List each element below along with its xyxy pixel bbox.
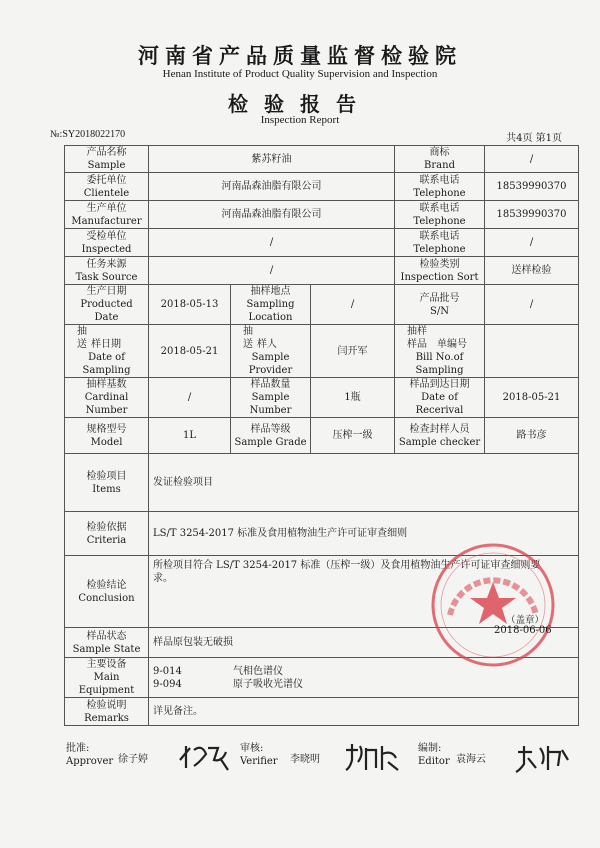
sampling-location-label: 抽样地点 Sampling Location	[231, 285, 311, 325]
model-label: 规格型号 Model	[65, 418, 149, 454]
table-row	[65, 698, 579, 726]
remarks-label: 检验说明 Remarks	[65, 698, 149, 726]
table-row	[65, 201, 579, 229]
bill-no-value	[485, 325, 579, 378]
telephone-label: 联系电话 Telephone	[395, 229, 485, 257]
task-source-value: /	[149, 257, 395, 285]
table-row	[65, 378, 579, 418]
sample-number-label: 样品数量 Sample Number	[231, 378, 311, 418]
table-row	[65, 285, 579, 325]
table-row	[65, 325, 579, 378]
table-row	[65, 229, 579, 257]
official-seal	[428, 540, 558, 670]
date-received-value: 2018-05-21	[485, 378, 579, 418]
telephone-label: 联系电话 Telephone	[395, 173, 485, 201]
remarks-value: 详见备注。	[149, 698, 579, 726]
items-label: 检验项目 Items	[65, 454, 149, 512]
inspected-value: /	[149, 229, 395, 257]
inspection-sort-label: 检验类别 Inspection Sort	[395, 257, 485, 285]
cardinal-number-label: 抽样基数 Cardinal Number	[65, 378, 149, 418]
sample-checker-label: 检查封样人员 Sample checker	[395, 418, 485, 454]
sampling-location-value: /	[311, 285, 395, 325]
equipment-name: 原子吸收光谱仪	[233, 678, 303, 690]
sample-number-value: 1瓶	[311, 378, 395, 418]
report-number: №:SY2018022170	[50, 129, 126, 140]
inspected-label: 受检单位 Inspected	[65, 229, 149, 257]
approver-name: 徐子婷	[118, 754, 148, 765]
table-row	[65, 454, 579, 512]
editor-signature	[514, 740, 570, 774]
brand-label: 商标 Brand	[395, 146, 485, 173]
produced-date-label: 生产日期 Producted Date	[65, 285, 149, 325]
table-row	[65, 257, 579, 285]
sample-state-label: 样品状态 Sample State	[65, 628, 149, 658]
sn-value: /	[485, 285, 579, 325]
inspection-sort-value: 送样检验	[485, 257, 579, 285]
telephone-value: 18539990370	[485, 173, 579, 201]
produced-date-value: 2018-05-13	[149, 285, 231, 325]
bill-no-label: 抽样 单编号 样品 Bill No.of Sampling	[395, 325, 485, 378]
stamp-note: （盖章）	[506, 615, 545, 626]
verifier-label: 审核: Verifier	[240, 743, 278, 767]
date-of-sampling-label: 抽 样日期 送 Date of Sampling	[65, 325, 149, 378]
sn-label: 产品批号 S/N	[395, 285, 485, 325]
telephone-value: 18539990370	[485, 201, 579, 229]
sample-provider-label: 抽 样人 送 Sample Provider	[231, 325, 311, 378]
criteria-value: LS/T 3254-2017 标准及食用植物油生产许可证审查细则	[149, 512, 579, 556]
table-row	[65, 418, 579, 454]
telephone-label: 联系电话 Telephone	[395, 201, 485, 229]
equipment-code: 9-014	[153, 665, 182, 677]
conclusion-label: 检验结论 Conclusion	[65, 556, 149, 628]
sample-state-value: 样品原包装无破损	[149, 628, 579, 658]
approver-signature	[176, 740, 236, 774]
institute-title-en: Henan Institute of Product Quality Supervision and Inspection	[162, 68, 438, 80]
model-value: 1L	[149, 418, 231, 454]
conclusion-value: 所检项目符合 LS/T 3254-2017 标准（压榨一级）及食用植物油生产许可证审查细则要求。	[149, 556, 579, 628]
verifier-signature	[342, 740, 402, 774]
page-count: 共4页 第1页	[506, 133, 562, 144]
equipment-code: 9-094	[153, 678, 182, 690]
date-received-label: 样品到达日期 Date of Recerival	[395, 378, 485, 418]
report-title-en: Inspection Report	[260, 114, 340, 126]
clientele-value: 河南晶森油脂有限公司	[149, 173, 395, 201]
main-equipment-label: 主要设备 Main Equipment	[65, 658, 149, 698]
sample-checker-value: 路书彦	[485, 418, 579, 454]
task-source-label: 任务来源 Task Source	[65, 257, 149, 285]
criteria-label: 检验依据 Criteria	[65, 512, 149, 556]
equipment-name: 气相色谱仪	[233, 665, 283, 677]
sample-grade-value: 压榨一级	[311, 418, 395, 454]
approver-label: 批准: Approver	[66, 743, 114, 767]
manufacturer-value: 河南晶森油脂有限公司	[149, 201, 395, 229]
table-row	[65, 146, 579, 173]
stamp-date: 2018-06-06	[494, 625, 552, 636]
manufacturer-label: 生产单位 Manufacturer	[65, 201, 149, 229]
items-value: 发证检验项目	[149, 454, 579, 512]
sample-grade-label: 样品等级 Sample Grade	[231, 418, 311, 454]
table-row	[65, 173, 579, 201]
sample-value: 紫苏籽油	[149, 146, 395, 173]
cardinal-number-value: /	[149, 378, 231, 418]
clientele-label: 委托单位 Clientele	[65, 173, 149, 201]
sample-label: 产品名称 Sample	[65, 146, 149, 173]
institute-title-cn: 河南省产品质量监督检验院	[138, 43, 462, 68]
report-title-cn: 检验报告	[228, 92, 372, 116]
verifier-name: 李晓明	[290, 754, 320, 765]
editor-label: 编制: Editor	[418, 743, 450, 767]
date-of-sampling-value: 2018-05-21	[149, 325, 231, 378]
editor-name: 袁海云	[456, 754, 486, 765]
brand-value: /	[485, 146, 579, 173]
sample-provider-value: 闫开军	[311, 325, 395, 378]
telephone-value: /	[485, 229, 579, 257]
